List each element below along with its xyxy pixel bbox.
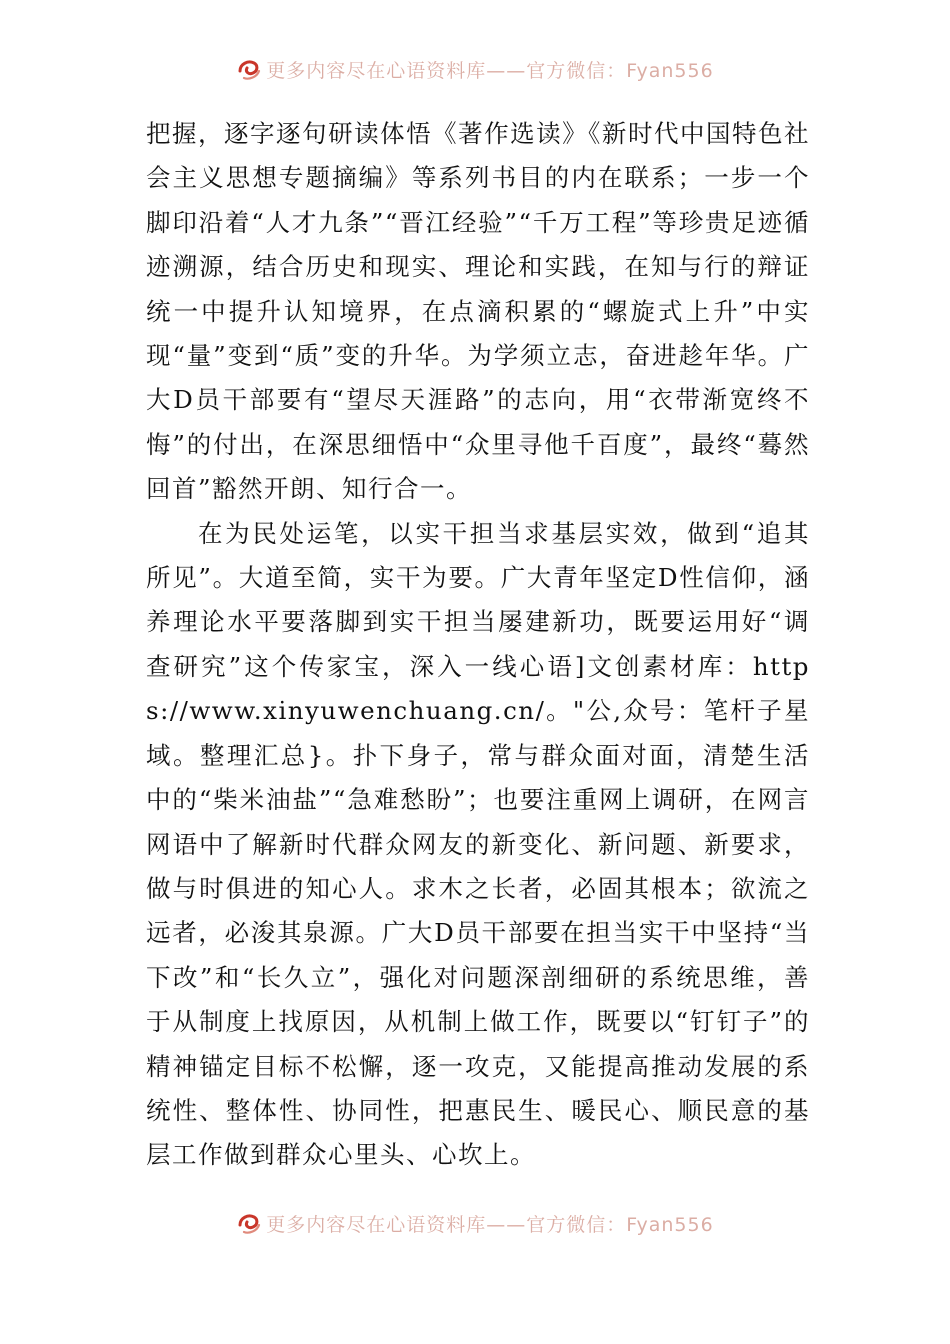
- swirl-logo-icon: [236, 56, 262, 82]
- document-body: [146, 112, 810, 1178]
- watermark-text: 更多内容尽在心语资料库——官方微信：Fyan556: [266, 59, 714, 82]
- footer-watermark: [0, 1206, 950, 1240]
- paragraph-1: 把握，逐字逐句研读体悟《著作选读》《新时代中国特色社会主义思想专题摘编》等系列书目的内在联系；一步一个脚印沿着“人才九条”“晋江经验”“千万工程”等珍贵足迹循迹溯源，结合历史和现实、理论和实践，在知与行的辩证统一中提升认知境界，在点滴积累的“螺旋式上升”中实现“量”变到“质”变的升华。为学须立志，奋进趁年华。广大D员干部要有“望尽天涯路”的志向，用“衣带渐宽终不悔”的付出，在深思细悟中“众里寻他千百度”，最终“蓦然回首”豁然开朗、知行合一。: [146, 119, 810, 504]
- paragraph-2: 在为民处运笔，以实干担当求基层实效，做到“追其所见”。大道至简，实干为要。广大青年坚定D性信仰，涵养理论水平要落脚到实干担当屡建新功，既要运用好“调查研究”这个传家宝，深入一线心语]文创素材库：https://www.xinyuwenchuang.cn/。"公,众号：笔杆子星域。整理汇总}。扑下身子，常与群众面对面，清楚生活中的“柴米油盐”“急难愁盼”；也要注重网上调研，在网言网语中了解新时代群众网友的新变化、新问题、新要求，做与时俱进的知心人。求木之长者，必固其根本；欲流之远者，必浚其泉源。广大D员干部要在担当实干中坚持“当下改”和“长久立”，强化对问题深剖细研的系统思维，善于从制度上找原因，从机制上做工作，既要以“钉钉子”的精神锚定目标不松懈，逐一攻克，又能提高推动发展的系统性、整体性、协同性，把惠民生、暖民心、顺民意的基层工作做到群众心里头、心坎上。: [146, 518, 810, 1170]
- header-watermark: [0, 52, 950, 86]
- watermark-text: 更多内容尽在心语资料库——官方微信：Fyan556: [266, 1213, 714, 1236]
- swirl-logo-icon: [236, 1210, 262, 1236]
